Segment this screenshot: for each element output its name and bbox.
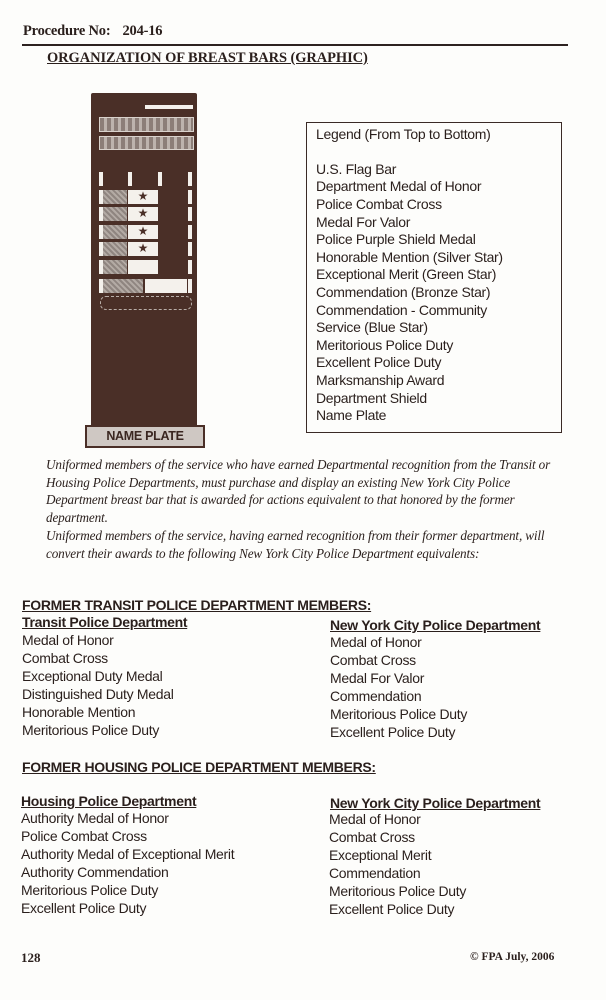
star-icon: ★: [128, 225, 158, 239]
list-item: Medal of Honor: [330, 634, 422, 650]
ribbon-row-community-service: [99, 242, 163, 256]
list-item: Meritorious Police Duty: [22, 721, 160, 738]
page-title: ORGANIZATION OF BREAST BARS (GRAPHIC): [47, 50, 368, 66]
housing-left-header: Housing Police Department: [21, 793, 197, 809]
list-item: Honorable Mention: [22, 703, 136, 720]
list-item: Medal of Honor: [329, 811, 421, 827]
department-shield-outline: [100, 296, 192, 310]
housing-left-list: [21, 810, 234, 917]
legend-item: Medal For Valor: [316, 213, 411, 230]
legend-item: U.S. Flag Bar: [316, 160, 397, 177]
legend-item: Department Medal of Honor: [316, 178, 482, 195]
list-item: Commendation: [329, 864, 421, 881]
header-rule: [22, 44, 568, 46]
list-item: Authority Medal of Exceptional Merit: [21, 845, 235, 862]
paragraph: Uniformed members of the service who have earned Departmental recognition from the Transit or Housing Police Departments, must purchase and display an existing New York City Police Department breast bar that is awarded for actions equivalent to that honored by the former department.: [46, 457, 551, 526]
legend-title: Legend (From Top to Bottom): [316, 126, 491, 142]
legend-item: Marksmanship Award: [316, 371, 445, 388]
ribbon-slot: [188, 207, 192, 221]
legend-box: [306, 122, 562, 433]
legend-item: Exceptional Merit (Green Star): [316, 266, 497, 283]
star-icon: ★: [128, 242, 158, 256]
housing-right-header: New York City Police Department: [330, 795, 541, 811]
list-item: Excellent Police Duty: [330, 723, 456, 740]
transit-right-list: [330, 634, 467, 741]
ribbon-slot: [188, 242, 192, 256]
list-item: Meritorious Police Duty: [21, 881, 159, 898]
list-item: Authority Medal of Honor: [21, 810, 169, 826]
procedure-label: Procedure No:: [23, 23, 111, 39]
department-medal-bar: [99, 136, 194, 150]
top-white-bar: [145, 105, 193, 109]
ribbon-row-meritorious: [99, 260, 163, 274]
us-flag-bar: [99, 117, 194, 132]
legend-item: Department Shield: [316, 389, 427, 406]
star-icon: ★: [128, 207, 158, 221]
legend-item: Honorable Mention (Silver Star): [316, 248, 503, 265]
list-item: Meritorious Police Duty: [329, 882, 467, 899]
transit-right-header: New York City Police Department: [330, 617, 541, 633]
ribbon-row-exceptional-merit: [99, 207, 163, 221]
ribbon-row-honorable-mention: [99, 190, 163, 204]
legend-item: Commendation (Bronze Star): [316, 283, 491, 300]
ribbon-row-commendation: [99, 225, 163, 239]
list-item: Distinguished Duty Medal: [22, 685, 174, 702]
legend-item: Police Purple Shield Medal: [316, 231, 476, 248]
list-item: Excellent Police Duty: [329, 900, 455, 917]
copyright: © FPA July, 2006: [470, 951, 555, 963]
legend-item: Excellent Police Duty: [316, 354, 442, 371]
section-heading-transit: FORMER TRANSIT POLICE DEPARTMENT MEMBERS:: [22, 597, 372, 613]
list-item: Police Combat Cross: [21, 827, 147, 844]
list-item: Medal of Honor: [22, 632, 114, 648]
conversion-paragraphs: [46, 456, 566, 562]
procedure-number: [23, 23, 162, 40]
list-item: Exceptional Merit: [329, 846, 432, 863]
ribbon-slot: [128, 172, 132, 186]
legend-item: Police Combat Cross: [316, 195, 442, 212]
list-item: Commendation: [330, 687, 422, 704]
list-item: Meritorious Police Duty: [330, 705, 468, 722]
list-item: Authority Commendation: [21, 863, 169, 880]
housing-right-list: [329, 811, 466, 918]
name-plate: NAME PLATE: [85, 425, 205, 448]
page-number: 128: [21, 950, 41, 965]
ribbon-slot: [158, 172, 162, 186]
ribbon-slot: [188, 225, 192, 239]
ribbon-slot: [99, 172, 103, 186]
ribbon-slot: [188, 260, 192, 274]
transit-left-header: Transit Police Department: [22, 614, 188, 630]
list-item: Combat Cross: [330, 651, 416, 668]
legend-item: Name Plate: [316, 407, 387, 424]
list-item: Exceptional Duty Medal: [22, 667, 163, 684]
transit-left-list: [22, 632, 174, 739]
legend-item: Service (Blue Star): [316, 319, 428, 336]
list-item: Combat Cross: [329, 828, 415, 845]
list-item: Excellent Police Duty: [21, 899, 147, 916]
marksmanship-bar: [99, 279, 192, 293]
star-icon: ★: [128, 190, 158, 204]
legend-item: Commendation - Community: [316, 301, 487, 318]
legend-item: Meritorious Police Duty: [316, 336, 454, 353]
paragraph: Uniformed members of the service, having earned recognition from their former department, will convert their awards to the following New York City Police Department equivalents:: [46, 527, 545, 561]
procedure-value: 204-16: [122, 23, 163, 39]
section-heading-housing: FORMER HOUSING POLICE DEPARTMENT MEMBERS:: [22, 759, 376, 775]
list-item: Medal For Valor: [330, 669, 425, 686]
list-item: Combat Cross: [22, 649, 108, 666]
ribbon-slot: [188, 190, 192, 204]
ribbon-slot: [188, 172, 192, 186]
